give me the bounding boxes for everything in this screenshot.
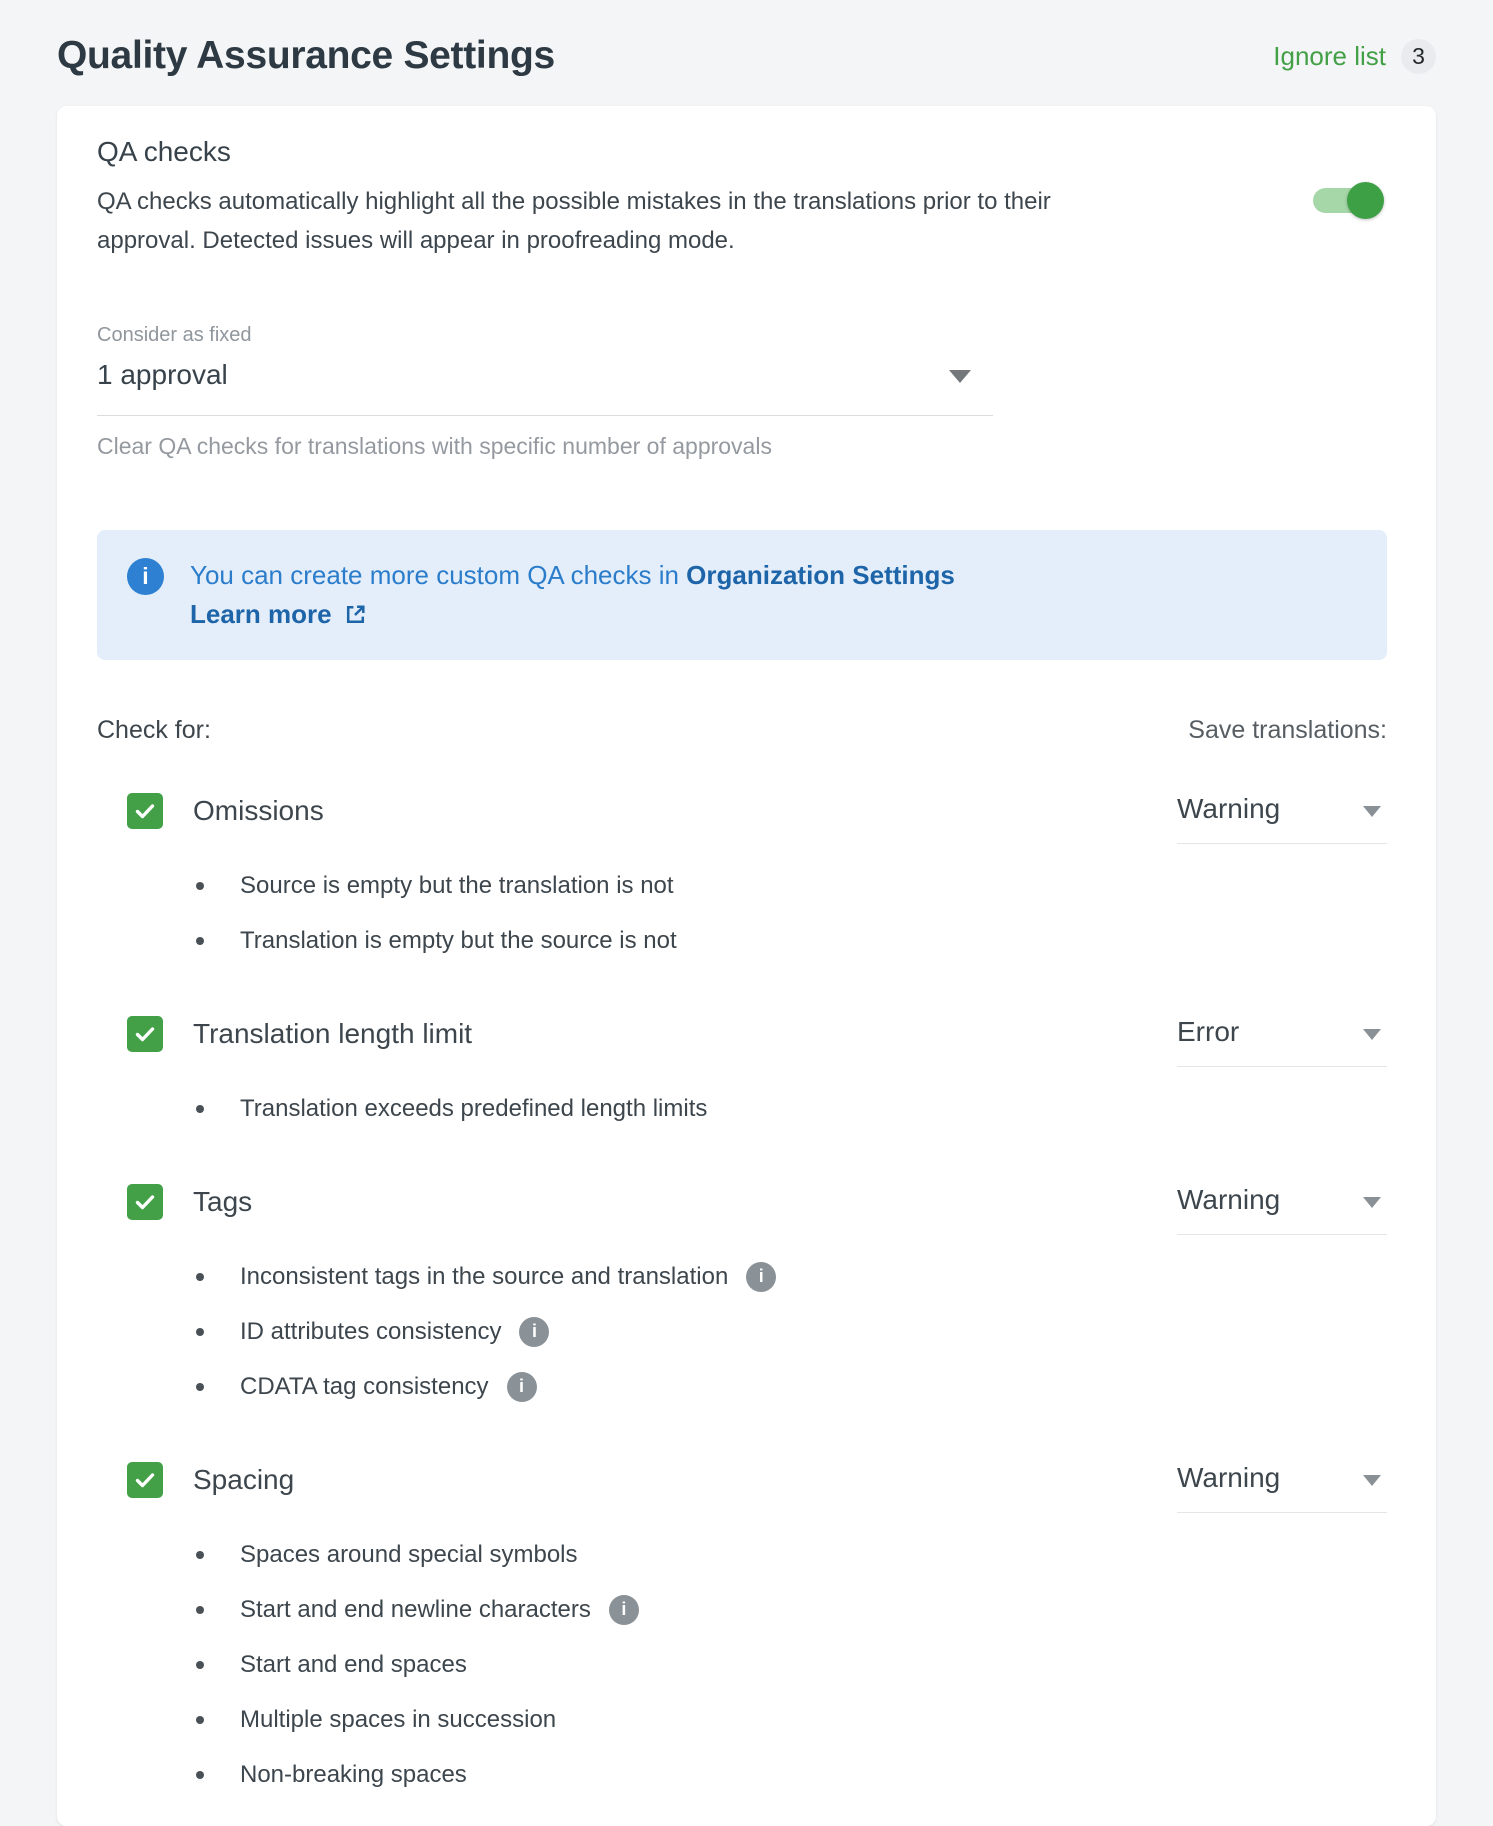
rule-item xyxy=(196,1692,1387,1747)
rule-text: Inconsistent tags in the source and translation xyxy=(240,1262,729,1290)
banner-text: You can create more custom QA checks in xyxy=(190,560,687,590)
check-icon xyxy=(133,799,157,823)
severity-value: Warning xyxy=(1177,1184,1281,1215)
spacing-label: Spacing xyxy=(193,1464,295,1495)
bullet-dot-icon xyxy=(196,882,204,890)
toggle-knob xyxy=(1347,182,1384,219)
qa-checks-heading: QA checks xyxy=(97,136,231,167)
chevron-down-icon xyxy=(1363,806,1381,817)
severity-value: Error xyxy=(1177,1016,1240,1047)
bullet-dot-icon xyxy=(196,1661,204,1669)
tags-rules xyxy=(97,1249,1387,1414)
section-row xyxy=(97,1014,1387,1067)
bullet-dot-icon xyxy=(196,1716,204,1724)
page-title: Quality Assurance Settings xyxy=(57,34,555,77)
rule-item xyxy=(196,1304,1387,1359)
section-row xyxy=(97,791,1387,844)
rule-text: ID attributes consistency xyxy=(240,1317,502,1345)
section-left xyxy=(97,1182,252,1222)
spacing-rules xyxy=(97,1527,1387,1802)
length-limit-checkbox[interactable] xyxy=(127,1016,163,1052)
omissions-checkbox[interactable] xyxy=(127,793,163,829)
spacing-severity-select[interactable] xyxy=(1177,1462,1387,1513)
rule-text: Spaces around special symbols xyxy=(240,1540,578,1568)
qa-checks-description: QA checks automatically highlight all the possible mistakes in the translations prior to their approval. Detected issues will appear in proofreading mode. xyxy=(97,188,1051,254)
check-icon xyxy=(133,1190,157,1214)
check-section-spacing xyxy=(97,1460,1387,1802)
severity-value: Warning xyxy=(1177,793,1281,824)
bullet-dot-icon xyxy=(196,937,204,945)
info-tooltip-icon[interactable]: i xyxy=(519,1317,549,1347)
omissions-rules xyxy=(97,858,1387,968)
rule-item xyxy=(196,913,1387,968)
check-icon xyxy=(133,1468,157,1492)
rule-item xyxy=(196,1582,1387,1637)
bullet-dot-icon xyxy=(196,1105,204,1113)
rule-text: Translation is empty but the source is not xyxy=(240,926,677,954)
external-link-icon xyxy=(343,602,368,627)
chevron-down-icon xyxy=(949,370,971,383)
check-section-length-limit xyxy=(97,1014,1387,1136)
chevron-down-icon xyxy=(1363,1475,1381,1486)
rule-item xyxy=(196,1081,1387,1136)
ignore-list-link[interactable] xyxy=(1273,39,1436,74)
bullet-dot-icon xyxy=(196,1771,204,1779)
section-left xyxy=(97,791,324,831)
approvals-select-value: 1 approval xyxy=(97,359,228,390)
rule-text: Source is empty but the translation is not xyxy=(240,871,674,899)
info-banner xyxy=(97,530,1387,660)
rule-item xyxy=(196,1637,1387,1692)
approvals-select-help: Clear QA checks for translations with specific number of approvals xyxy=(97,433,772,459)
severity-value: Warning xyxy=(1177,1462,1281,1493)
learn-more-label: Learn more xyxy=(190,599,332,629)
organization-settings-link[interactable]: Organization Settings xyxy=(686,560,955,590)
bullet-dot-icon xyxy=(196,1273,204,1281)
ignore-list-count-badge: 3 xyxy=(1401,39,1436,74)
save-translations-header: Save translations: xyxy=(1188,716,1387,744)
chevron-down-icon xyxy=(1363,1029,1381,1040)
rule-item xyxy=(196,1249,1387,1304)
info-icon: i xyxy=(127,558,164,595)
bullet-dot-icon xyxy=(196,1328,204,1336)
bullet-dot-icon xyxy=(196,1551,204,1559)
qa-checks-toggle[interactable] xyxy=(1313,182,1377,219)
omissions-severity-select[interactable] xyxy=(1177,793,1387,844)
check-icon xyxy=(133,1022,157,1046)
ignore-list-label: Ignore list xyxy=(1273,40,1386,71)
rule-text: CDATA tag consistency xyxy=(240,1372,489,1400)
checks-table-headers xyxy=(97,716,1387,745)
bullet-dot-icon xyxy=(196,1383,204,1391)
rule-item xyxy=(196,858,1387,913)
tags-checkbox[interactable] xyxy=(127,1184,163,1220)
chevron-down-icon xyxy=(1363,1197,1381,1208)
rule-text: Start and end spaces xyxy=(240,1650,467,1678)
banner-body xyxy=(190,556,955,634)
banner-line-1 xyxy=(190,556,955,595)
consider-as-fixed-label: Consider as fixed xyxy=(97,324,252,346)
rule-item xyxy=(196,1359,1387,1414)
consider-as-fixed-block xyxy=(97,324,993,460)
section-row xyxy=(97,1182,1387,1235)
rule-text: Multiple spaces in succession xyxy=(240,1705,557,1733)
omissions-label: Omissions xyxy=(193,795,324,826)
approvals-select[interactable] xyxy=(97,359,993,416)
qa-checks-text xyxy=(97,136,1147,260)
section-left xyxy=(97,1014,472,1054)
rule-text: Start and end newline characters xyxy=(240,1595,591,1623)
info-tooltip-icon[interactable]: i xyxy=(507,1372,537,1402)
rule-text: Translation exceeds predefined length limits xyxy=(240,1094,708,1122)
page-header xyxy=(57,0,1436,78)
check-section-tags xyxy=(97,1182,1387,1414)
info-tooltip-icon[interactable]: i xyxy=(746,1262,776,1292)
section-left xyxy=(97,1460,294,1500)
rule-text: Non-breaking spaces xyxy=(240,1760,467,1788)
length-limit-severity-select[interactable] xyxy=(1177,1016,1387,1067)
check-for-header: Check for: xyxy=(97,716,211,744)
tags-severity-select[interactable] xyxy=(1177,1184,1387,1235)
banner-line-2 xyxy=(190,595,955,634)
check-section-omissions xyxy=(97,791,1387,968)
qa-checks-header-row xyxy=(97,136,1387,260)
rule-item xyxy=(196,1527,1387,1582)
rule-item xyxy=(196,1747,1387,1802)
length-limit-rules xyxy=(97,1081,1387,1136)
length-limit-label: Translation length limit xyxy=(193,1018,473,1049)
section-row xyxy=(97,1460,1387,1513)
learn-more-link[interactable] xyxy=(190,595,368,634)
qa-checks-card xyxy=(57,106,1436,1826)
spacing-checkbox[interactable] xyxy=(127,1462,163,1498)
bullet-dot-icon xyxy=(196,1606,204,1614)
info-tooltip-icon[interactable]: i xyxy=(609,1595,639,1625)
tags-label: Tags xyxy=(193,1186,253,1217)
